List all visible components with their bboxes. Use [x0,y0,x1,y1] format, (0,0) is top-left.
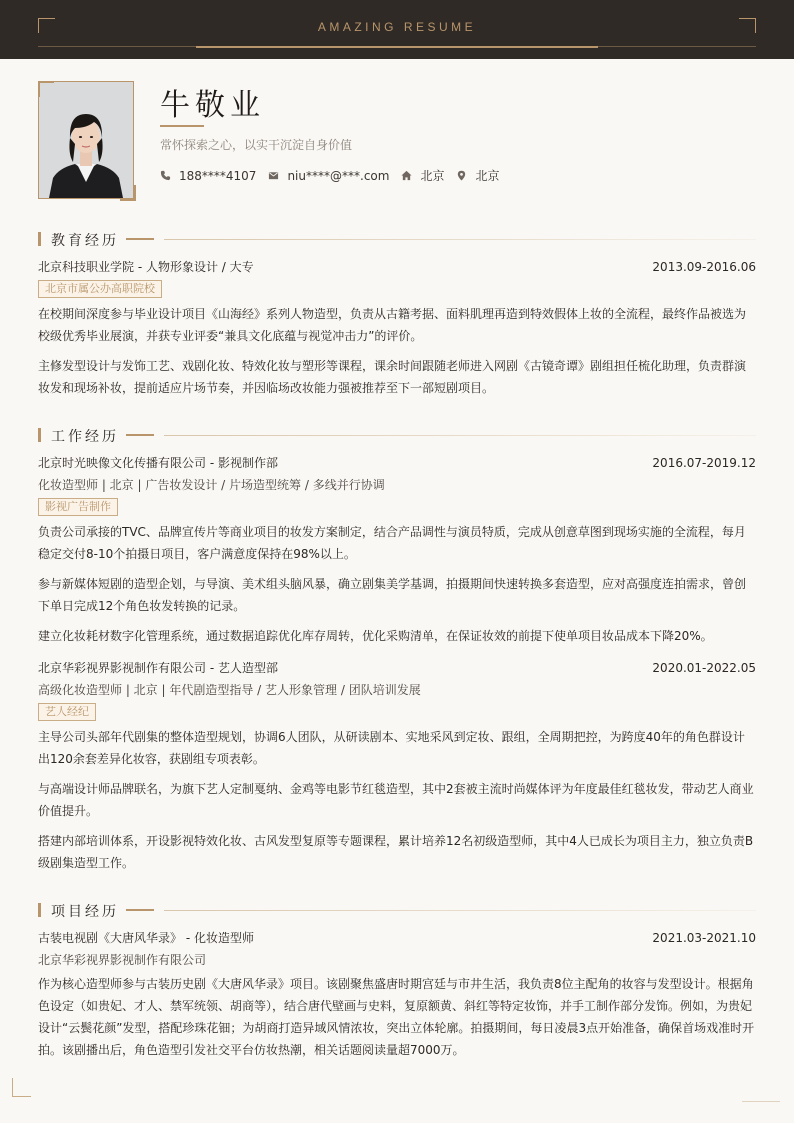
job-description: 与高端设计师品牌联名，为旗下艺人定制戛纳、金鸡等电影节红毯造型，其中2套被主流时尚媒体评为年度最佳红毯妆发，带动艺人商业价值提升。 [38,782,754,818]
contact-phone [160,169,256,183]
section-accent-bar [38,428,41,442]
job-description: 搭建内部培训体系，开设影视特效化妆、古风发型复原等专题课程，累计培养12名初级造型师，其中4人已成长为项目主力，独立负责B级剧集造型工作。 [38,834,754,870]
banner-divider-accent [196,46,598,48]
job-entry-header [38,455,756,471]
name-underline [160,125,204,127]
phone-icon [160,170,171,181]
contact-hometown-text: 北京 [420,169,445,183]
education-school: 北京科技职业学院 - 人物形象设计 / 大专 [38,260,254,274]
education-entry-header [38,259,756,275]
job-tag: 艺人经纪 [38,703,96,721]
education-description: 在校期间深度参与毕业设计项目《山海经》系列人物造型，负责从古籍考据、面料肌理再造到特效假体上妆的全流程，最终作品被选为校级优秀毕业展演，并获专业评委“兼具文化底蕴与视觉冲击力”的评价。 [38,307,747,343]
job-description: 主导公司头部年代剧集的整体造型规划，协调6人团队，从研读剧本、实地采风到定妆、跟组，全周期把控，为跨度40年的角色群设计出120余套差异化妆容，获剧组专项表彰。 [38,730,745,766]
contact-email [268,169,389,183]
photo-corner-accent [120,185,136,201]
project-name: 古装电视剧《大唐风华录》 - 化妆造型师 [38,931,254,945]
motto: 常怀探索之心，以实干沉淀自身价值 [160,138,353,152]
section-accent-line [126,909,154,911]
section-header-work [38,427,756,445]
education-description: 主修发型设计与发饰工艺、戏剧化妆、特效化妆与塑形等课程，课余时间跟随老师进入网剧《古镜奇谭》剧组担任梳化助理，负责群演妆发和现场补妆，提前适应片场节奏，并因临场改妆能力强被推荐至下一部短剧项目。 [38,359,747,395]
job-entry-header [38,660,756,676]
job-date: 2016.07-2019.12 [652,456,756,470]
job-role: 化妆造型师 | 北京 | 广告妆发设计 / 片场造型统筹 / 多线并行协调 [38,478,385,492]
project-entry-header [38,930,756,946]
job-date: 2020.01-2022.05 [652,661,756,675]
contact-hometown [401,167,444,184]
job-company: 北京华彩视界影视制作有限公司 - 艺人造型部 [38,661,278,675]
section-header-education [38,231,756,249]
mail-icon [268,170,279,181]
section-title-work: 工作经历 [51,429,119,445]
page-corner-decoration [742,1101,780,1102]
section-accent-bar [38,232,41,246]
section-divider [164,910,756,911]
section-accent-bar [38,903,41,917]
section-title-projects: 项目经历 [51,904,119,920]
job-description: 负责公司承接的TVC、品牌宣传片等商业项目的妆发方案制定，结合产品调性与演员特质，完成从创意草图到现场实施的全流程，每月稳定交付8-10个拍摄日项目，客户满意度保持在98%以上。 [38,525,746,561]
project-company: 北京华彩视界影视制作有限公司 [38,953,207,967]
job-description: 参与新媒体短剧的造型企划，与导演、美术组头脑风暴，确立剧集美学基调，拍摄期间快速转换多套造型，应对高强度连拍需求，曾创下单日完成12个角色妆发转换的记录。 [38,577,747,613]
page-corner-decoration [12,1078,31,1097]
education-date: 2013.09-2016.06 [652,260,756,274]
section-divider [164,435,756,436]
photo-corner-accent [38,81,54,97]
profile-photo [38,81,134,199]
section-accent-line [126,434,154,436]
job-tag: 影视广告制作 [38,498,118,516]
section-header-projects [38,902,756,920]
job-company: 北京时光映像文化传播有限公司 - 影视制作部 [38,456,278,470]
project-date: 2021.03-2021.10 [652,931,756,945]
contact-phone-text: 188****4107 [179,168,257,183]
job-description: 建立化妆耗材数字化管理系统，通过数据追踪优化库存周转，优化采购清单，在保证妆效的前提下使单项目妆品成本下降20%。 [38,629,713,643]
education-tag: 北京市属公办高职院校 [38,280,162,298]
section-accent-line [126,238,154,240]
contact-location [456,167,499,184]
contact-list [160,167,511,184]
banner-title: AMAZING RESUME [317,20,477,34]
project-description: 作为核心造型师参与古装历史剧《大唐风华录》项目。该剧聚焦盛唐时期宫廷与市井生活，我负责8位主配角的妆容与发型设计。根据角色设定（如贵妃、才人、禁军统领、胡商等），结合唐代壁画与史料，复原额黄、斜红等特定妆饰，并手工制作部分发饰。例如，为贵妃设计“云鬓花颜”发型，搭配珍珠花钿；为胡商打造异域风情浓妆，突出立体轮廓。拍摄期间，每日凌晨3点开始准备，确保首场戏准时开拍。该剧播出后，角色造型引发社交平台仿妆热潮，相关话题阅读量超7000万。 [38,977,755,1057]
home-icon [401,170,412,181]
section-divider [164,239,756,240]
candidate-name: 牛敬业 [160,88,265,123]
job-role: 高级化妆造型师 | 北京 | 年代剧造型指导 / 艺人形象管理 / 团队培训发展 [38,683,421,697]
location-pin-icon [456,170,467,181]
contact-location-text: 北京 [475,169,500,183]
section-title-education: 教育经历 [51,233,119,249]
contact-email-text: niu****@***.com [287,168,390,183]
